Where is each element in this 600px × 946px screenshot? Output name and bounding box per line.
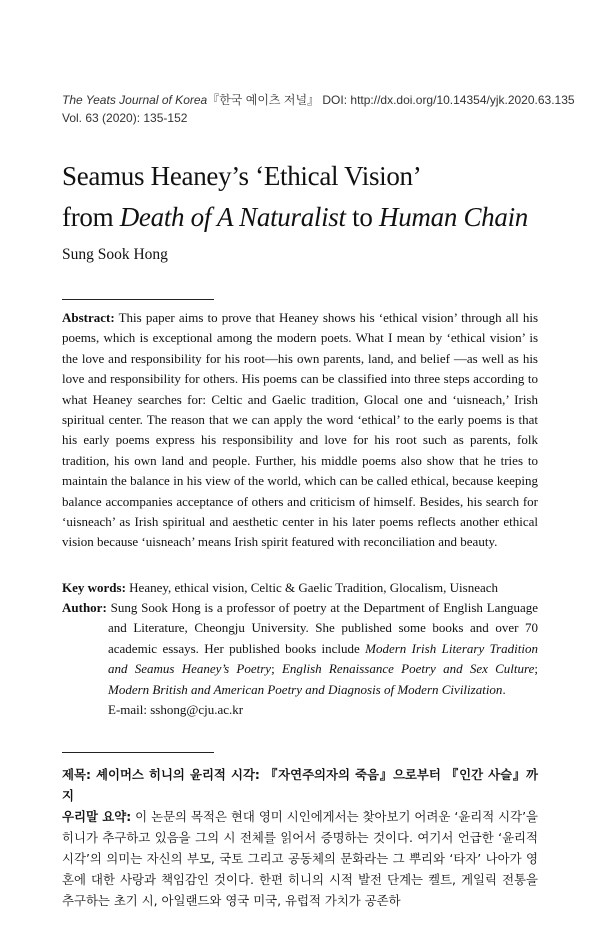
journal-header <box>62 91 582 127</box>
korean-summary-body <box>62 806 538 911</box>
title-from: from <box>62 202 120 232</box>
korean-title <box>62 764 538 806</box>
abstract <box>62 308 538 553</box>
title-to: to <box>345 202 380 232</box>
author-book-1: Modern Irish Literary Tradition and Seamus Heaney’s Poetry <box>108 640 538 677</box>
keywords-label: Key words: <box>62 580 126 595</box>
abstract-text: This paper aims to prove that Heaney shows his ‘ethical vision’ through all his poems, which is exceptional among the modern poets. What I mean by ‘ethical vision’ is the love and responsibility for his root—his own parents, land, and belief —as well as his love and responsibility for others. His poems can be classified into three steps according to what Heaney searches for: Celtic and Gaelic tradition, Glocal one and ‘uisneach,’ Irish spiritual center. The reason that we can apply the word ‘ethical’ to the early poems is that his early poems express his responsibility and love for his root such as parents, folk tradition, his own land and people. Further, his middle poems also show that he tries to maintain the balance in his view of the world, which can be called ethical, because keeping balance accompanies acceptance of others and criticism of himself. Besides, his search for ‘uisneach’ as Irish spiritual and aesthetic center in his later poems reflects another ethical vision because ‘uisneach’ means Irish spirit featured with reconciliation and beauty. <box>62 310 538 550</box>
author-bio-text: Sung Sook Hong is a professor of poetry at the Department of English Language and Literature, Cheongju University. She published some books and over 70 academic essays. Her published books include <box>106 600 538 656</box>
divider-top <box>62 299 214 300</box>
author-sep-2: ; <box>534 661 538 677</box>
author-end: . <box>502 681 506 697</box>
author-book-2: English Renaissance Poetry and Sex Culture <box>281 661 535 677</box>
paper-author: Sung Sook Hong <box>62 246 168 263</box>
author-email: E-mail: sshong@cju.ac.kr <box>108 702 244 718</box>
korean-title-text: 셰이머스 히니의 윤리적 시각: 『자연주의자의 죽음』으로부터 『인간 사슬』까지 <box>62 767 538 803</box>
journal-name-ko: 『한국 예이츠 저널』 <box>207 93 320 107</box>
author-info <box>62 598 538 720</box>
paper-title <box>62 156 582 238</box>
divider-bottom <box>62 752 214 753</box>
korean-title-label: 제목: <box>62 767 96 782</box>
title-line-1: Seamus Heaney’s ‘Ethical Vision’ <box>62 161 422 191</box>
korean-summary-text: 이 논문의 목적은 현대 영미 시인에게서는 찾아보기 어려운 ‘윤리적 시각’을 히니가 추구하고 있음을 그의 시 전체를 읽어서 증명하는 것이다. 여기서 언급한 ‘윤리적 시각’의 의미는 자신의 부모, 국토 그리고 공동체의 문화라는 그 뿌리와 ‘타자’ 나아가 영혼에 대한 사랑과 책임감인 것이다. 한편 히니의 시적 발전 단계는 켈트, 게일릭 전통을 추구하는 초기 시, 아일랜드와 영국 미국, 유럽적 가치가 공존하 <box>62 809 538 908</box>
author-bio <box>62 598 538 700</box>
title-line-2 <box>62 197 582 238</box>
author-book-3: Modern British and American Poetry and Diagnosis of Modern Civilization <box>108 681 503 697</box>
title-book-1: Death of A Naturalist <box>119 202 346 232</box>
journal-volume: Vol. 63 (2020): 135-152 <box>62 111 188 125</box>
journal-citation-line <box>62 91 582 109</box>
korean-summary <box>62 764 538 911</box>
keywords-text: Heaney, ethical vision, Celtic & Gaelic Tradition, Glocalism, Uisneach <box>125 580 499 595</box>
journal-name-en: The Yeats Journal of Korea <box>62 93 208 107</box>
title-book-2: Human Chain <box>379 202 528 232</box>
keywords <box>62 578 538 598</box>
author-label: Author: <box>62 600 107 615</box>
journal-doi: DOI: http://dx.doi.org/10.14354/yjk.2020.63.135 <box>322 93 575 107</box>
abstract-label: Abstract: <box>62 310 115 325</box>
author-sep-1: ; <box>271 661 282 677</box>
korean-summary-label: 우리말 요약: <box>62 809 132 824</box>
